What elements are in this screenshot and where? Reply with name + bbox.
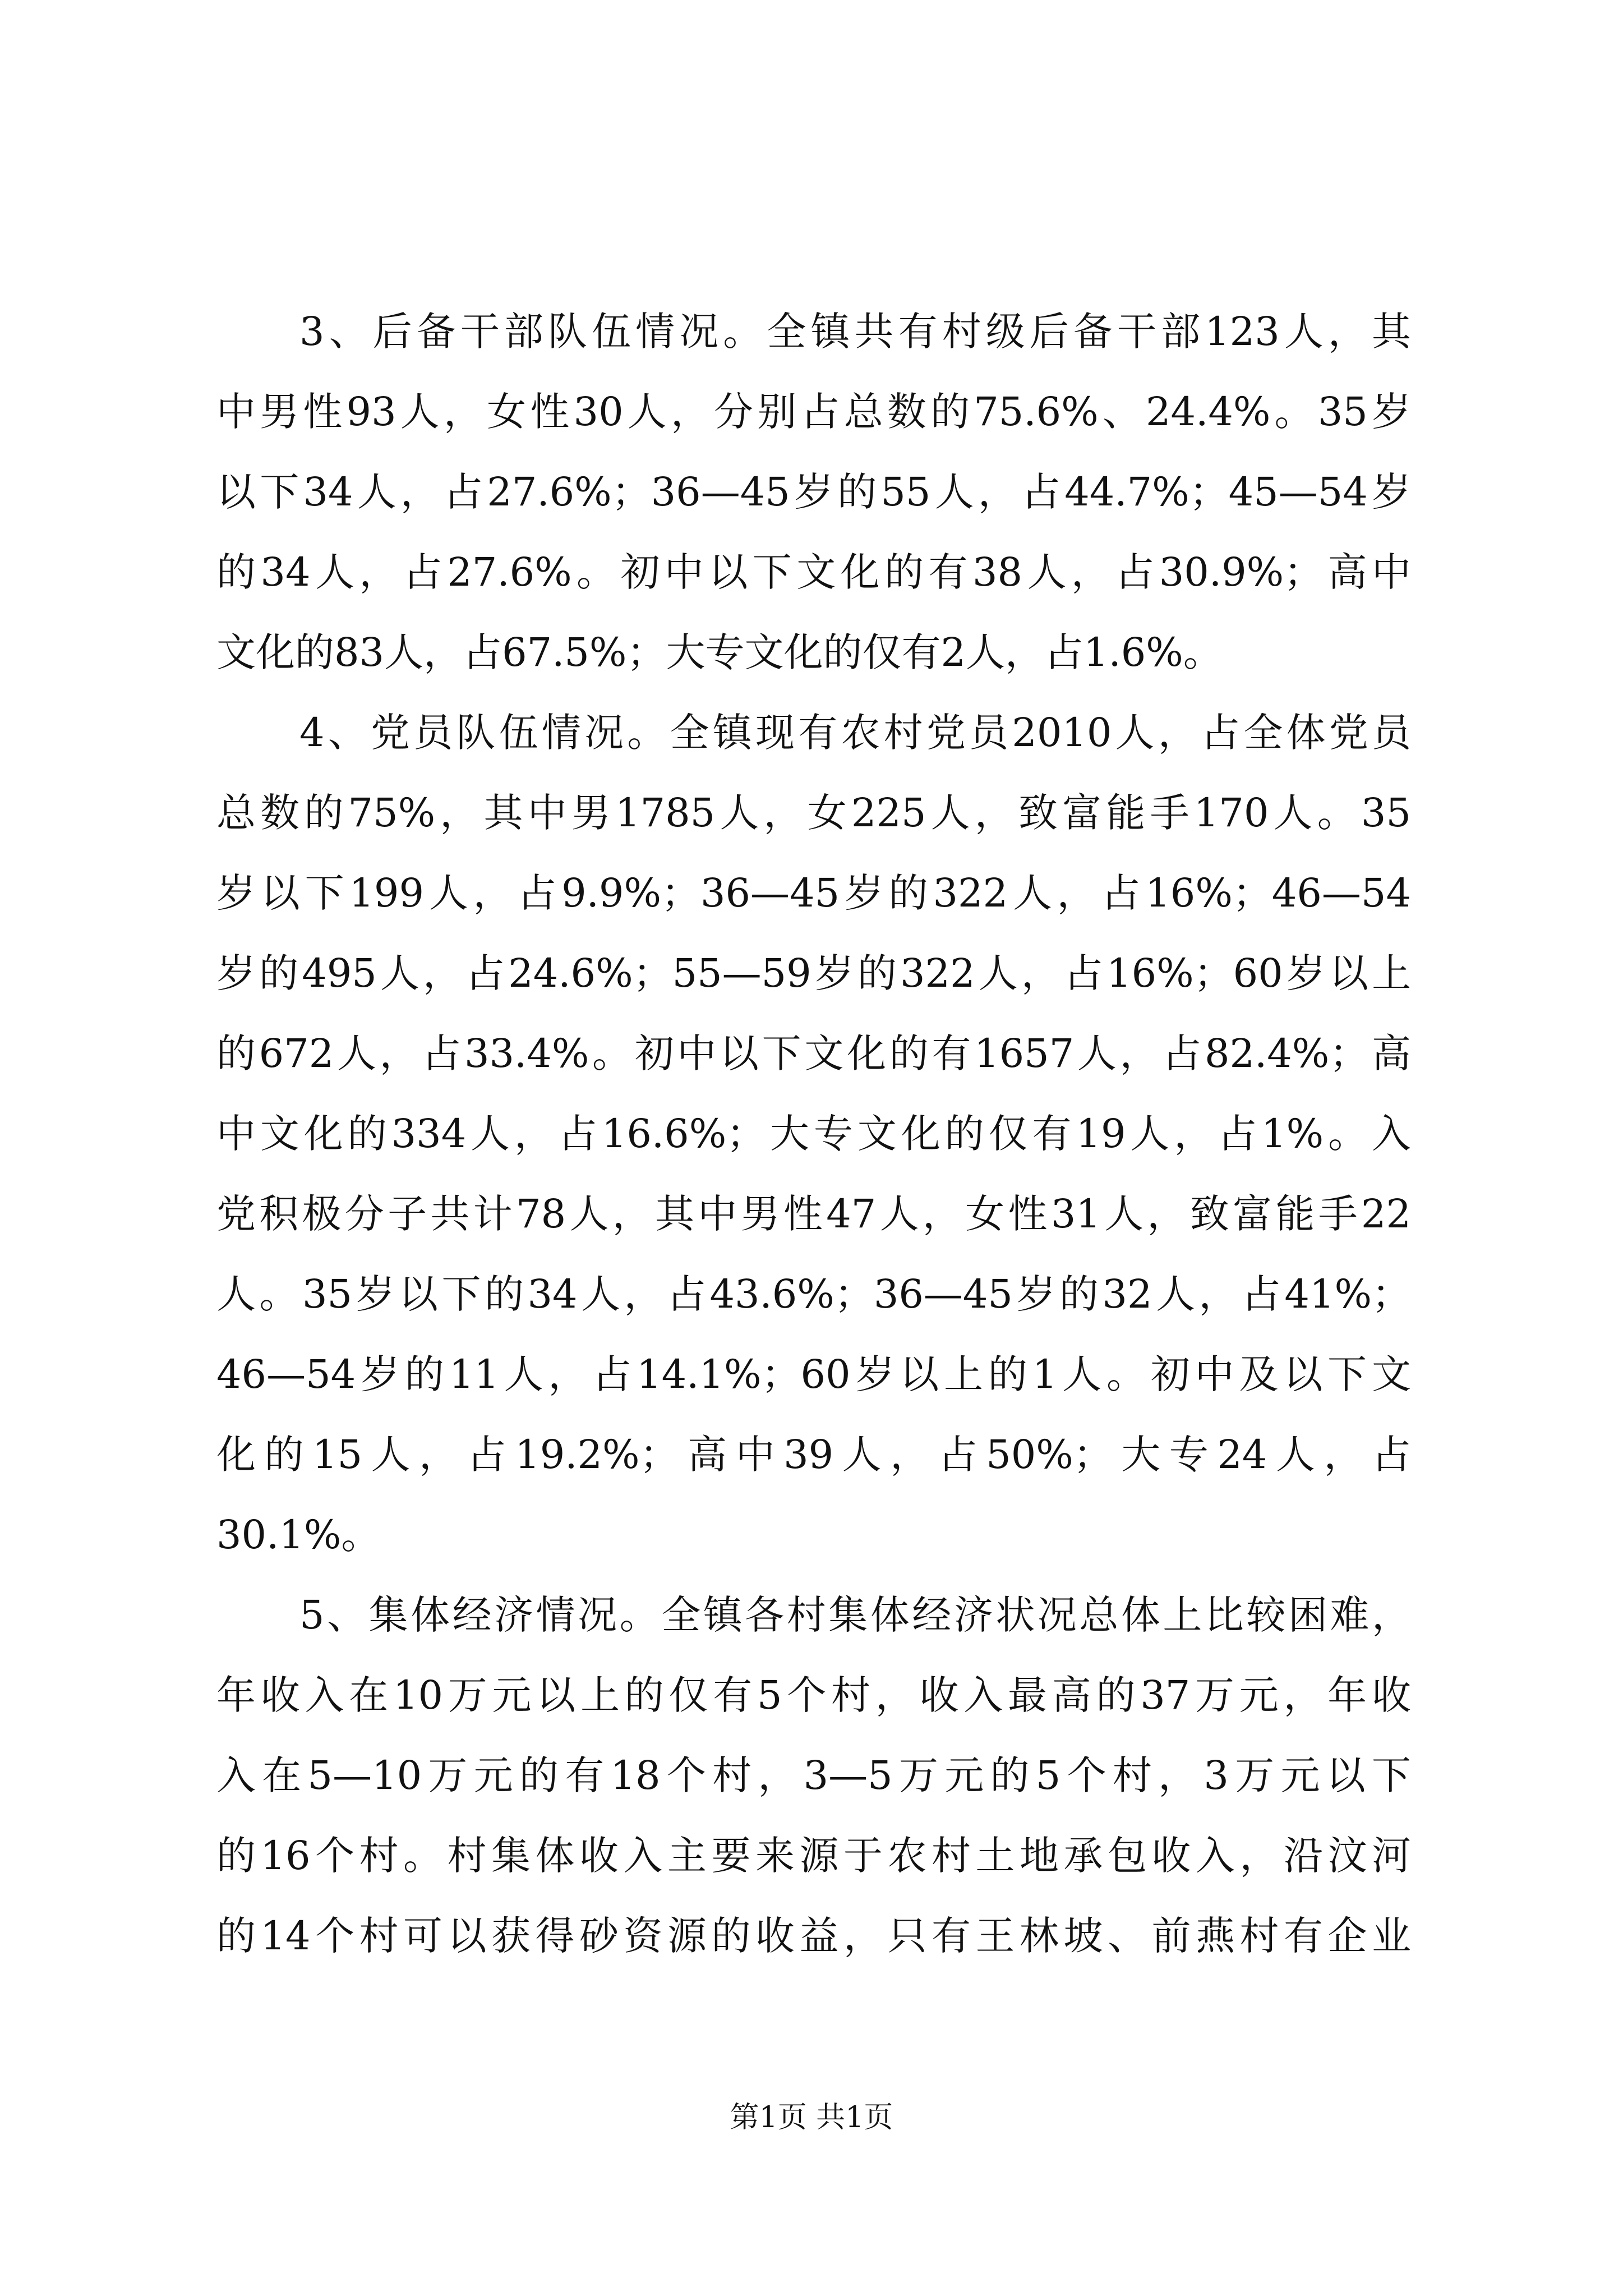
text-line: 入在5—10万元的有18个村，3—5万元的5个村，3万元以下 — [216, 1752, 1411, 1798]
page-footer — [0, 2098, 1623, 2137]
text-line: 5、集体经济情况。全镇各村集体经济状况总体上比较困难， — [299, 1592, 1411, 1638]
paragraph-5 — [216, 1575, 1411, 1976]
text-line: 化的15人，占19.2%；高中39人，占50%；大专24人，占 — [216, 1432, 1411, 1478]
text-line: 46—54岁的11人，占14.1%；60岁以上的1人。初中及以下文 — [216, 1351, 1411, 1397]
text-line: 党积极分子共计78人，其中男性47人，女性31人，致富能手22 — [216, 1191, 1411, 1237]
text-line: 中文化的334人，占16.6%；大专文化的仅有19人，占1%。入 — [216, 1111, 1411, 1157]
text-line: 3、后备干部队伍情况。全镇共有村级后备干部123人，其 — [299, 309, 1411, 355]
paragraph-3 — [216, 292, 1411, 693]
text-line: 中男性93人，女性30人，分别占总数的75.6%、24.4%。35岁 — [216, 389, 1411, 435]
text-line: 文化的83人，占67.5%；大专文化的仅有2人，占1.6%。 — [216, 629, 1223, 675]
text-line: 总数的75%，其中男1785人，女225人，致富能手170人。35 — [216, 790, 1411, 836]
text-line: 以下34人，占27.6%；36—45岁的55人，占44.7%；45—54岁 — [216, 469, 1411, 515]
text-line: 年收入在10万元以上的仅有5个村，收入最高的37万元，年收 — [216, 1672, 1411, 1718]
page-number-label: 第1页 共1页 — [730, 2101, 893, 2134]
text-line: 30.1%。 — [216, 1512, 381, 1558]
paragraph-4 — [216, 693, 1411, 1575]
text-line: 4、党员队伍情况。全镇现有农村党员2010人，占全体党员 — [299, 710, 1411, 756]
text-line: 的14个村可以获得砂资源的收益，只有王林坡、前燕村有企业 — [216, 1913, 1411, 1959]
text-line: 的672人，占33.4%。初中以下文化的有1657人，占82.4%；高 — [216, 1030, 1411, 1076]
text-line: 的34人，占27.6%。初中以下文化的有38人，占30.9%；高中 — [216, 549, 1411, 595]
text-line: 人。35岁以下的34人，占43.6%；36—45岁的32人，占41%； — [216, 1271, 1411, 1317]
text-line: 的16个村。村集体收入主要来源于农村土地承包收入，沿汶河 — [216, 1833, 1411, 1879]
document-body — [216, 292, 1411, 1976]
text-line: 岁以下199人，占9.9%；36—45岁的322人，占16%；46—54 — [216, 870, 1411, 916]
text-line: 岁的495人，占24.6%；55—59岁的322人，占16%；60岁以上 — [216, 950, 1411, 996]
